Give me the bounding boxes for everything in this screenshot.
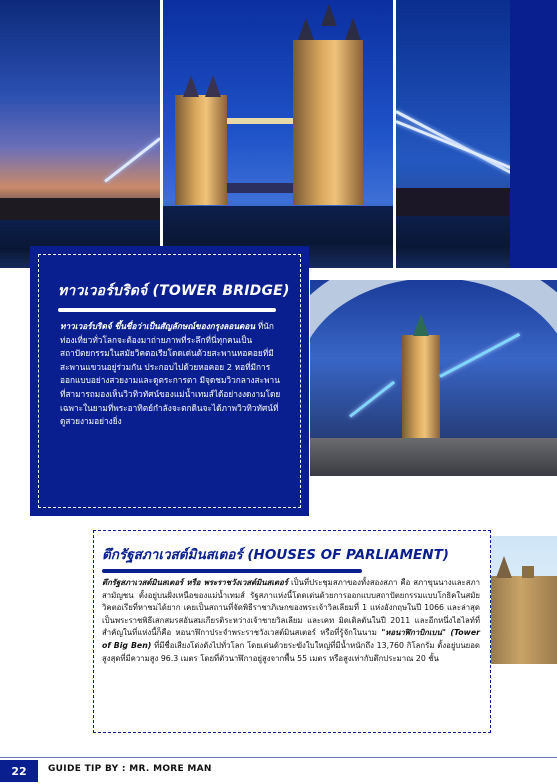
big-ben-highlight: "หอนาฬิกาบิกเบน" (Tower of Big Ben) <box>102 628 480 650</box>
tower-bridge-underside-photo <box>310 280 557 476</box>
tower-bridge-description <box>60 320 282 429</box>
footer-guide-credit: GUIDE TIP BY : MR. MORE MAN <box>48 764 212 774</box>
tower-bridge-photo-right <box>396 0 510 268</box>
parliament-infobox <box>93 530 491 733</box>
tower-bridge-infobox <box>30 246 309 516</box>
parliament-lead: ตึกรัฐสภาเวสต์มินสเตอร์ หรือ พระราชวังเวสต์มินสเตอร์ <box>102 578 288 587</box>
section-title-tower-bridge: ทาวเวอร์บริดจ์ (TOWER BRIDGE) <box>58 283 290 299</box>
accent-strip-top <box>510 0 557 268</box>
parliament-body-1: เป็นที่ประชุมสภาของทั้งสองสภา คือ สภาขุนนางและสภาสามัญชน ตั้งอยู่บนฝั่งเหนือของแม่น้ำเทมส์ รัฐสภาแห่งนี้โดดเด่นด้วยการออกแบบสถาปัตยกรรมแบบโกธิคในสมัยวิคตอเรียที่หาชมได้ยาก เคยเป็นสถานที่จัดพิธีราชาภิเษกของพระเจ้าวิลเลียมที่ 1 แห่งอังกฤษในปี 1066 และล่าสุดเป็นพระราชพิธีเสกสมรสอันสมเกียรติระหว่างเจ้าชายวิลเลียม และเคท มิดเดิลตันในปี 2011 และอีกหนึ่งไฮไลท์ที่สำคัญในที่แห่งนี้ก็คือ หอนาฬิกาประจำพระราชวังเวสต์มินสเตอร์ หรือที่รู้จักในนาม <box>102 578 481 638</box>
footer-rule <box>0 757 557 758</box>
tower-bridge-photo-center <box>163 0 393 268</box>
parliament-description <box>102 577 480 665</box>
title-underline <box>58 308 276 312</box>
tower-bridge-lead: ทาวเวอร์บริดจ์ ขึ้นชื่อว่าเป็นสัญลักษณ์ของกรุงลอนดอน <box>60 321 256 331</box>
parliament-body-2: ที่มีชื่อเสียงโด่งดังไปทั่วโลก โดยเด่นด้วยระฆังใบใหญ่ที่มีน้ำหนักถึง 13,760 กิโลกรัม ตั้งอยู่บนยอดสูงสุดที่มีความสูง 96.3 เมตร โดยที่ตัวนาฬิกาอยู่สูงจากพื้น 55 เมตร หรือสูงเท่ากับตึกประมาณ 20 ชั้น <box>102 640 480 663</box>
tower-bridge-photo-left <box>0 0 160 268</box>
title-underline <box>102 569 362 573</box>
page-number: 22 <box>0 760 38 782</box>
accent-strip-mid <box>474 476 557 536</box>
tower-bridge-body: ที่นักท่องเที่ยวทั่วโลกจะต้องมาถ่ายภาพที่ระลึกที่นี่ทุกคนเป็นสถาปัตยกรรมในสมัยวิคตอเรียโดดเด่นด้วยสะพานหอคอยที่มีสะพานแขวนอยู่ร่วมกัน ประกอบไปด้วยหอคอย 2 หอที่มีการออกแบบอย่างสวยงามและดูตระการตา มีจุดชมวิวกลางสะพานที่สามารถมองเห็นวิวทิวทัศน์ของแม่น้ำเทมส์ได้อย่างงดงามโดยเฉพาะในยามที่พระอาทิตย์กำลังจะตกดินจะได้ภาพวิวทิวทัศน์ที่ดูสวยงามอย่างยิ่ง <box>60 321 281 427</box>
section-title-parliament: ตึกรัฐสภาเวสต์มินสเตอร์ (HOUSES OF PARLIAMENT) <box>102 547 449 563</box>
